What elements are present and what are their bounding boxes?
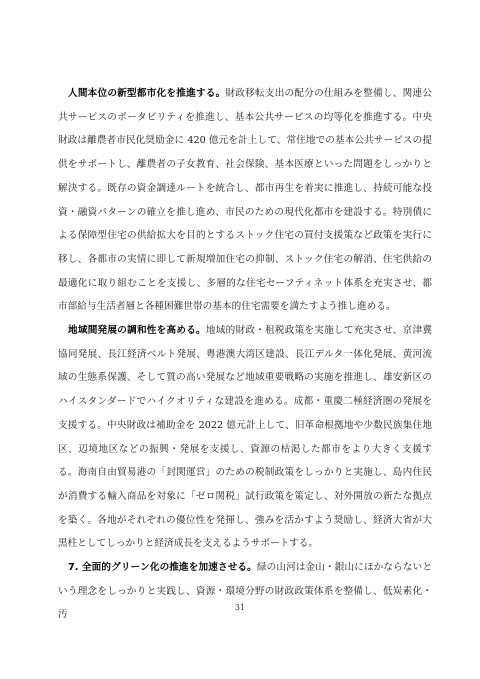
paragraph-heading: 地域間発展の調和性を高める。: [68, 325, 206, 337]
paragraph-text: 緑の山河は金山・銀山にほかならないという理念をしっかりと実践し、資源・環境分野の財政政策体系を整備し、低炭素化・汚: [58, 562, 432, 621]
paragraph-regional-development: [58, 319, 432, 556]
paragraph-green-transition: [58, 556, 432, 627]
document-body: [58, 82, 432, 627]
paragraph-text: 地域的財政・租税政策を実施して充実させ、京津冀協同発展、長江経済ベルト発展、粤港澳大湾区建設、長江デルタ一体化発展、黄河流域の生態系保護、そして質の高い発展など地域重要戦略の実施を推進し、雄安新区のハイスタンダードでハイクオリティな建設を進める。成都・重慶二極経済圏の発展を支援する。中央財政は補助金を 2022 億元計上して、旧革命根拠地や少数民族集住地区、辺境地区などの振興・発展を支援し、資源の枯渇した都市をより大きく支援する。海南自由貿易港の「封関運営」のための税制政策をしっかりと実施し、島内住民が消費する輸入商品を対象に「ゼロ関税」試行政策を策定し、対外開放の新たな拠点を築く。各地がそれぞれの優位性を発揮し、強みを活かすよう奨励し、経済大省が大黒柱としてしっかりと経済成長を支えるようサポートする。: [58, 325, 432, 550]
page-number: 31: [234, 603, 246, 612]
paragraph-heading: 人間本位の新型都市化を推進する。: [68, 88, 226, 99]
paragraph-heading: 7. 全面的グリーン化の推進を加速させる。: [68, 562, 257, 574]
paragraph-text: 財政移転支出の配分の仕組みを整備し、関連公共サービスのポータビリティを推進し、基本公共サービスの均等化を推進する。中央財政は離農者市民化奨励金に 420 億元を計上して、常住地での基本公共サービスの提供をサポートし、離農者の子女教育、社会保険、基本医療といった問題をしっかりと解決する。既存の資金調達ルートを統合し、都市再生を着実に推進し、持続可能な投資・融資パターンの確立を推し進め、市民のための現代化都市を建設する。特別債による保障型住宅の供給拡大を目的とするストック住宅の買付支援策など政策を実行に移し、各都市の実情に即して新規増加住宅の抑制、ストック住宅の解消、住宅供給の最適化に取り組むことを支援し、多層的な住宅セーフティネット体系を充実させ、都市部給与生活者層と各種困難世帯の基本的住宅需要を満たすよう推し進める。: [58, 88, 432, 313]
paragraph-urbanization: [58, 82, 432, 319]
